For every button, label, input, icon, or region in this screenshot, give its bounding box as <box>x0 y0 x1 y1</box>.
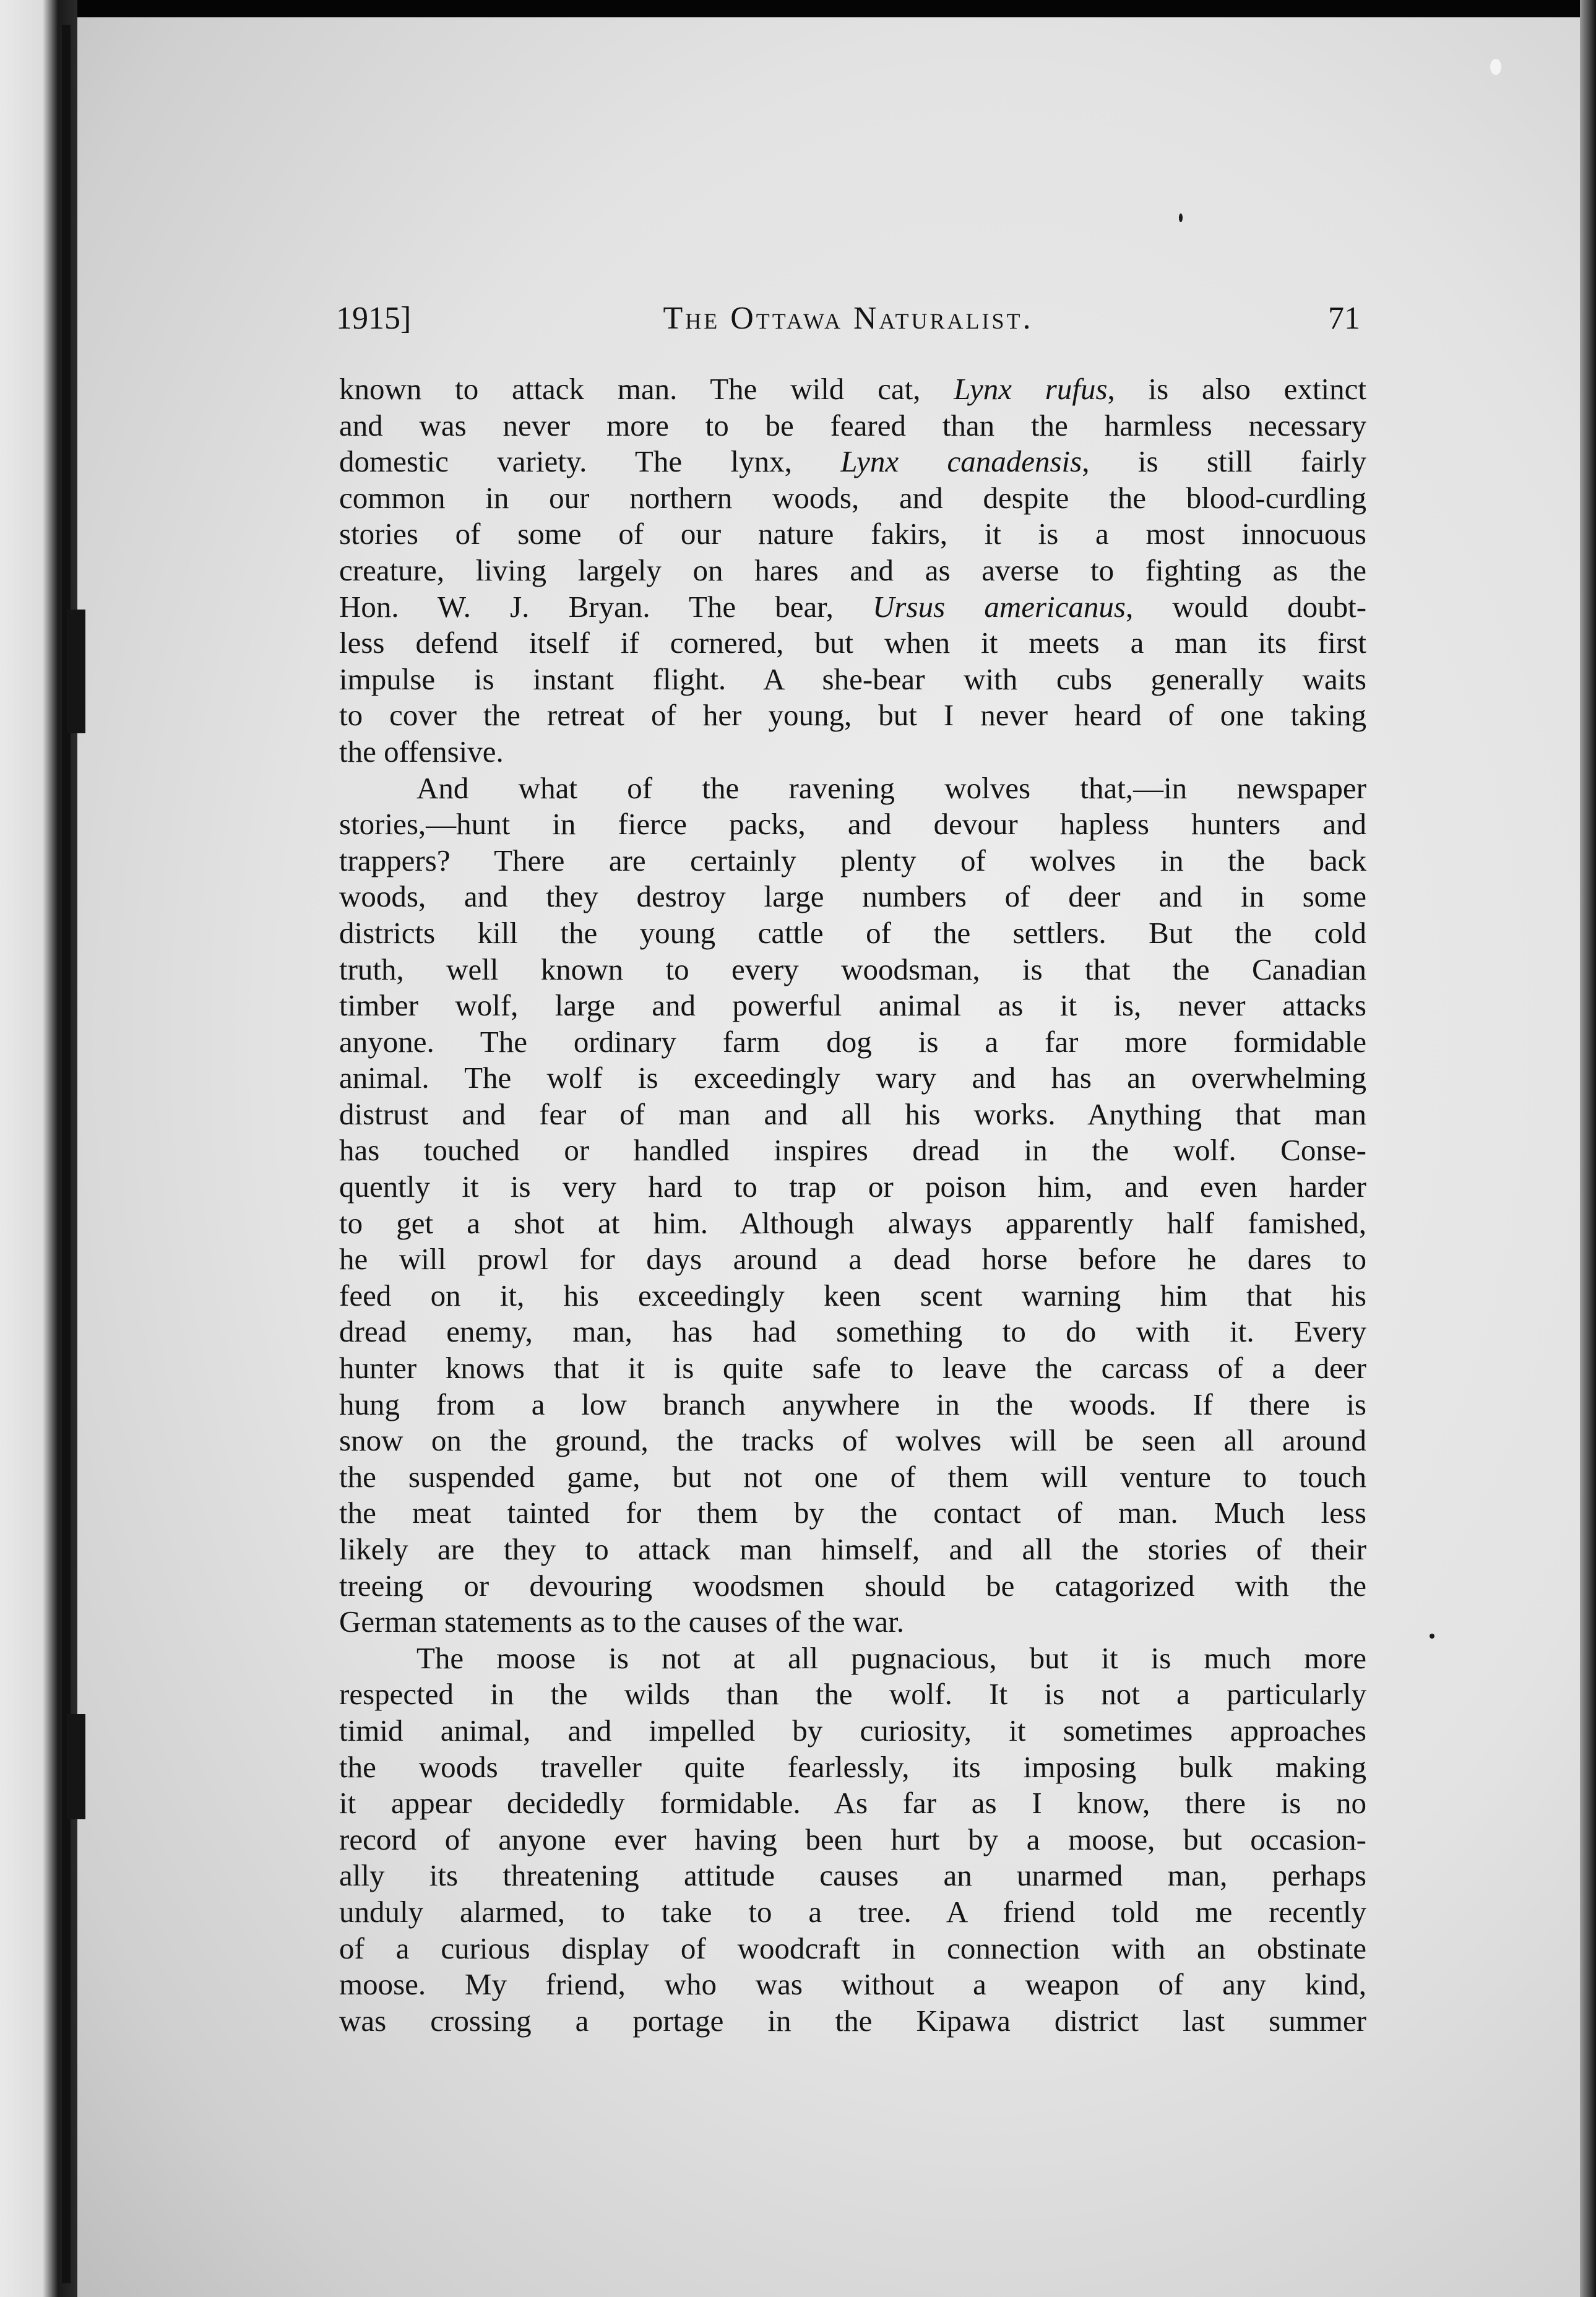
text-line: treeing or devouring woodsmen should be catagorized with the <box>339 1568 1366 1603</box>
text-line: dread enemy, man, has had something to do with it. Every <box>339 1314 1366 1349</box>
text-line: truth, well known to every woodsman, is that the Canadian <box>339 952 1366 986</box>
text-line: common in our northern woods, and despite the blood-curdling <box>339 480 1366 515</box>
text-line: to get a shot at him. Although always apparently half famished, <box>339 1205 1366 1240</box>
binding-mark <box>67 1714 85 1819</box>
text-line: The moose is not at all pugnacious, but it is much more <box>416 1640 1366 1675</box>
text-line: was crossing a portage in the Kipawa district last summer <box>339 2003 1366 2038</box>
running-header <box>336 300 1360 350</box>
scan-speck <box>1430 1634 1434 1639</box>
text-line: the woods traveller quite fearlessly, its imposing bulk making <box>339 1749 1366 1784</box>
text-line: trappers? There are certainly plenty of wolves in the back <box>339 843 1366 877</box>
text-line: And what of the ravening wolves that,—in newspaper <box>416 770 1366 805</box>
text-line: snow on the ground, the tracks of wolves will be seen all around <box>339 1423 1366 1458</box>
text-line: to cover the retreat of her young, but I never heard of one taking <box>339 698 1366 733</box>
text-line: stories,—hunt in fierce packs, and devour hapless hunters and <box>339 807 1366 842</box>
text-line: it appear decidedly formidable. As far as I know, there is no <box>339 1786 1366 1821</box>
text-line: less defend itself if cornered, but when it meets a man its first <box>339 626 1366 660</box>
binding-shadow-line <box>62 25 71 2283</box>
scan-top-border <box>0 0 1596 17</box>
text-line: and was never more to be feared than the harmless necessary <box>339 408 1366 442</box>
text-line: he will prowl for days around a dead horse before he dares to <box>339 1242 1366 1277</box>
text-line: moose. My friend, who was without a weapon of any kind, <box>339 1967 1366 2002</box>
text-line: districts kill the young cattle of the settlers. But the cold <box>339 915 1366 950</box>
header-year: 1915] <box>336 301 412 336</box>
text-line: the meat tainted for them by the contact of man. Much less <box>339 1496 1366 1530</box>
text-line: German statements as to the causes of the war. <box>339 1605 905 1639</box>
text-line: domestic variety. The lynx, Lynx canadensis, is still fairly <box>339 444 1366 479</box>
text-line: Hon. W. J. Bryan. The bear, Ursus americanus, would doubt- <box>339 589 1367 624</box>
scan-speck <box>1179 213 1183 222</box>
text-line: quently it is very hard to trap or poison him, and even harder <box>339 1170 1366 1204</box>
text-line: distrust and fear of man and all his works. Anything that man <box>339 1097 1366 1131</box>
text-line: respected in the wilds than the wolf. It is not a particularly <box>339 1677 1366 1712</box>
text-line: woods, and they destroy large numbers of deer and in some <box>339 879 1366 914</box>
text-line: animal. The wolf is exceedingly wary and has an overwhelming <box>339 1061 1366 1095</box>
text-line: likely are they to attack man himself, and all the stories of their <box>339 1532 1366 1566</box>
journal-title: The Ottawa Naturalist. <box>663 301 1033 336</box>
text-line: impulse is instant flight. A she-bear with cubs generally waits <box>339 662 1366 696</box>
text-line: the suspended game, but not one of them will venture to touch <box>339 1459 1366 1494</box>
scan-speck <box>1490 59 1501 75</box>
text-line: hunter knows that it is quite safe to leave the carcass of a deer <box>339 1351 1366 1386</box>
text-line: stories of some of our nature fakirs, it is a most innocuous <box>339 517 1366 551</box>
text-line: timid animal, and impelled by curiosity, it sometimes approaches <box>339 1713 1366 1748</box>
text-line: hung from a low branch anywhere in the woods. If there is <box>339 1387 1366 1421</box>
text-line: the offensive. <box>339 734 504 769</box>
text-line: timber wolf, large and powerful animal as it is, never attacks <box>339 988 1366 1023</box>
text-line: unduly alarmed, to take to a tree. A friend told me recently <box>339 1894 1366 1929</box>
text-line: known to attack man. The wild cat, Lynx rufus, is also extinct <box>339 372 1367 406</box>
scan-right-border <box>1580 0 1596 2297</box>
text-line: record of anyone ever having been hurt by a moose, but occasion- <box>339 1822 1366 1856</box>
text-line: ally its threatening attitude causes an unarmed man, perhaps <box>339 1858 1366 1893</box>
text-line: anyone. The ordinary farm dog is a far more formidable <box>339 1024 1366 1059</box>
body-text <box>339 371 1366 2039</box>
text-line: creature, living largely on hares and as averse to fighting as the <box>339 553 1366 587</box>
text-line: feed on it, his exceedingly keen scent warning him that his <box>339 1278 1366 1312</box>
text-line: has touched or handled inspires dread in the wolf. Conse- <box>339 1133 1366 1168</box>
page-number: 71 <box>1328 301 1360 336</box>
binding-mark <box>67 610 85 733</box>
text-line: of a curious display of woodcraft in connection with an obstinate <box>339 1931 1366 1965</box>
